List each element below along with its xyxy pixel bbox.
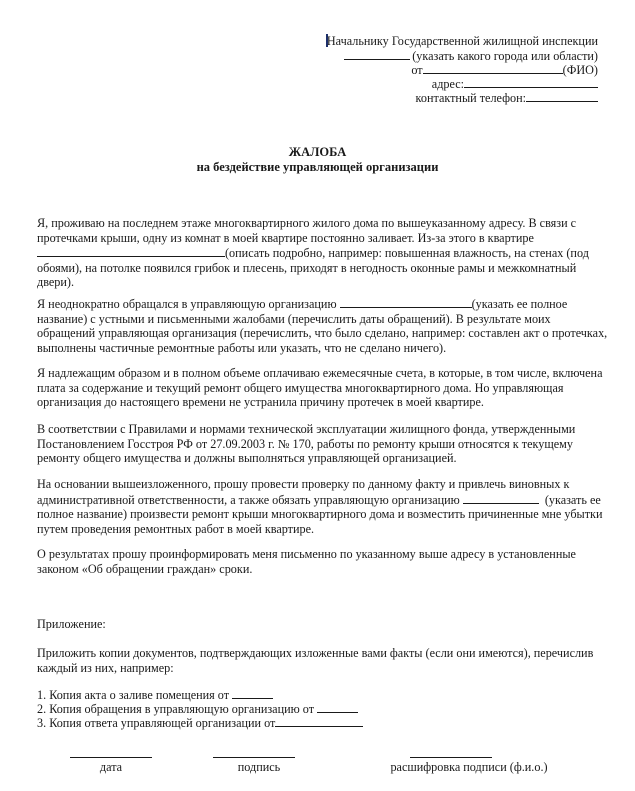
text-fragment: (указать ее	[544, 492, 601, 507]
fio-hint: (ФИО)	[562, 63, 598, 77]
attachments-heading: Приложение:	[37, 617, 106, 631]
text-line	[37, 492, 602, 508]
phone-blank-field[interactable]	[526, 90, 598, 102]
text-line: На основании вышеизложенного, прошу провести проверку по данному факту и привлечь виновных к	[37, 477, 570, 491]
text-line: выполнены частичные ремонтные работы или указать, что не сделано ничего).	[37, 340, 447, 355]
date-signature-line[interactable]	[70, 757, 152, 758]
attachment-3-date-blank-field[interactable]	[275, 715, 363, 727]
text-fragment: (указать ее полное	[471, 297, 568, 311]
paragraph-appeals	[37, 296, 608, 355]
addressee-line-1	[326, 34, 598, 49]
attachment-item-label: 1. Копия акта о заливе помещения от	[37, 688, 230, 702]
paragraph-payments	[37, 366, 602, 410]
text-line: организация до настоящего времени не устранила причину протечек в моей квартире.	[37, 395, 484, 409]
attachment-1-date-blank-field[interactable]	[232, 687, 273, 699]
text-line	[37, 296, 602, 312]
org-name-blank-field[interactable]	[340, 296, 472, 308]
date-label: дата	[99, 760, 123, 774]
attachment-item-3	[37, 715, 363, 731]
name-decoding-signature-line[interactable]	[410, 757, 492, 758]
paragraph-request	[37, 477, 602, 536]
from-label: от	[411, 63, 423, 77]
phone-label: контактный телефон:	[415, 91, 526, 105]
document-title: ЖАЛОБА	[288, 145, 347, 159]
text-line: название) с устными и письменными жалобами (перечислить даты обращений). В результате моих	[37, 311, 551, 326]
text-line: путем проведения ремонтных работ в моей квартире.	[37, 521, 315, 536]
address-blank-field[interactable]	[464, 76, 598, 88]
text-fragment: (описать подробно, например: повышенная влажность, на стенах (под	[225, 246, 589, 260]
text-line: Постановлением Госстроя РФ от 27.09.2003 г. № 170, работы по ремонту крыши относятся к текущему	[37, 436, 573, 451]
document-subtitle: на бездействие управляющей организации	[196, 160, 439, 174]
fio-blank-field[interactable]	[423, 62, 563, 74]
text-line: каждый из них, например:	[37, 660, 174, 675]
text-line: Я надлежащим образом и в полном объеме оплачиваю ежемесячные счета, в которые, в том числе, включена	[37, 366, 603, 380]
paragraph-regulations	[37, 422, 602, 466]
text-line: обращений управляющая организация (перечислить, что было сделано, например: составлен акт о протечках,	[37, 326, 608, 340]
text-line: плата за содержание и текущий ремонт общего имущества многоквартирного дома. Но управляющая	[37, 380, 564, 395]
text-line: ремонту общего имущества и должны выполняться управляющей организацией.	[37, 451, 457, 465]
text-line: Я, проживаю на последнем этаже многоквартирного жилого дома по вышеуказанному адресу. В связи с	[37, 216, 577, 230]
org-name-blank-field-2[interactable]	[463, 492, 539, 504]
damage-description-blank-field[interactable]	[37, 245, 225, 257]
text-fragment: Я неоднократно обращался в управляющую организацию	[37, 297, 337, 311]
text-line	[37, 245, 602, 261]
text-line: В соответствии с Правилами и нормами технической эксплуатации жилищного фонда, утвержденными	[37, 422, 576, 436]
text-line: О результатах прошу проинформировать меня письменно по указанному выше адресу в установленные	[37, 547, 576, 561]
text-line: обоями), на потолке появился грибок и плесень, приходят в негодность оконные рамы и межкомнатный	[37, 260, 577, 275]
region-blank-field[interactable]	[344, 48, 410, 60]
text-line: Приложить копии документов, подтверждающих изложенные вами факты (если они имеются), перечислив	[37, 646, 594, 660]
attachment-2-date-blank-field[interactable]	[317, 701, 358, 713]
addressee-line-5	[416, 90, 598, 106]
signature-label: подпись	[237, 760, 281, 774]
attachments-intro	[37, 646, 602, 675]
region-hint: (указать какого города или области)	[412, 49, 598, 63]
text-line: двери).	[37, 275, 75, 289]
text-fragment: административной ответственности, а также обязать управляющую организацию	[37, 492, 460, 507]
paragraph-situation	[37, 216, 602, 290]
addressee-title: Начальнику Государственной жилищной инспекции	[326, 34, 598, 48]
text-line: полное название) произвести ремонт крыши многоквартирного дома и возместить причиненные мне убытки	[37, 507, 603, 521]
text-line: протечками крыши, одну из комнат в моей квартире постоянно заливает. Из-за этого в квартире	[37, 230, 534, 245]
address-label: адрес:	[431, 77, 464, 91]
paragraph-notification	[37, 547, 602, 576]
attachment-item-label: 3. Копия ответа управляющей организации от	[37, 716, 276, 730]
text-line: законом «Об обращении граждан» сроки.	[37, 561, 253, 576]
signature-line[interactable]	[213, 757, 295, 758]
attachment-item-label: 2. Копия обращения в управляющую организацию от	[37, 702, 315, 716]
name-decoding-label: расшифровка подписи (ф.и.о.)	[390, 760, 548, 774]
